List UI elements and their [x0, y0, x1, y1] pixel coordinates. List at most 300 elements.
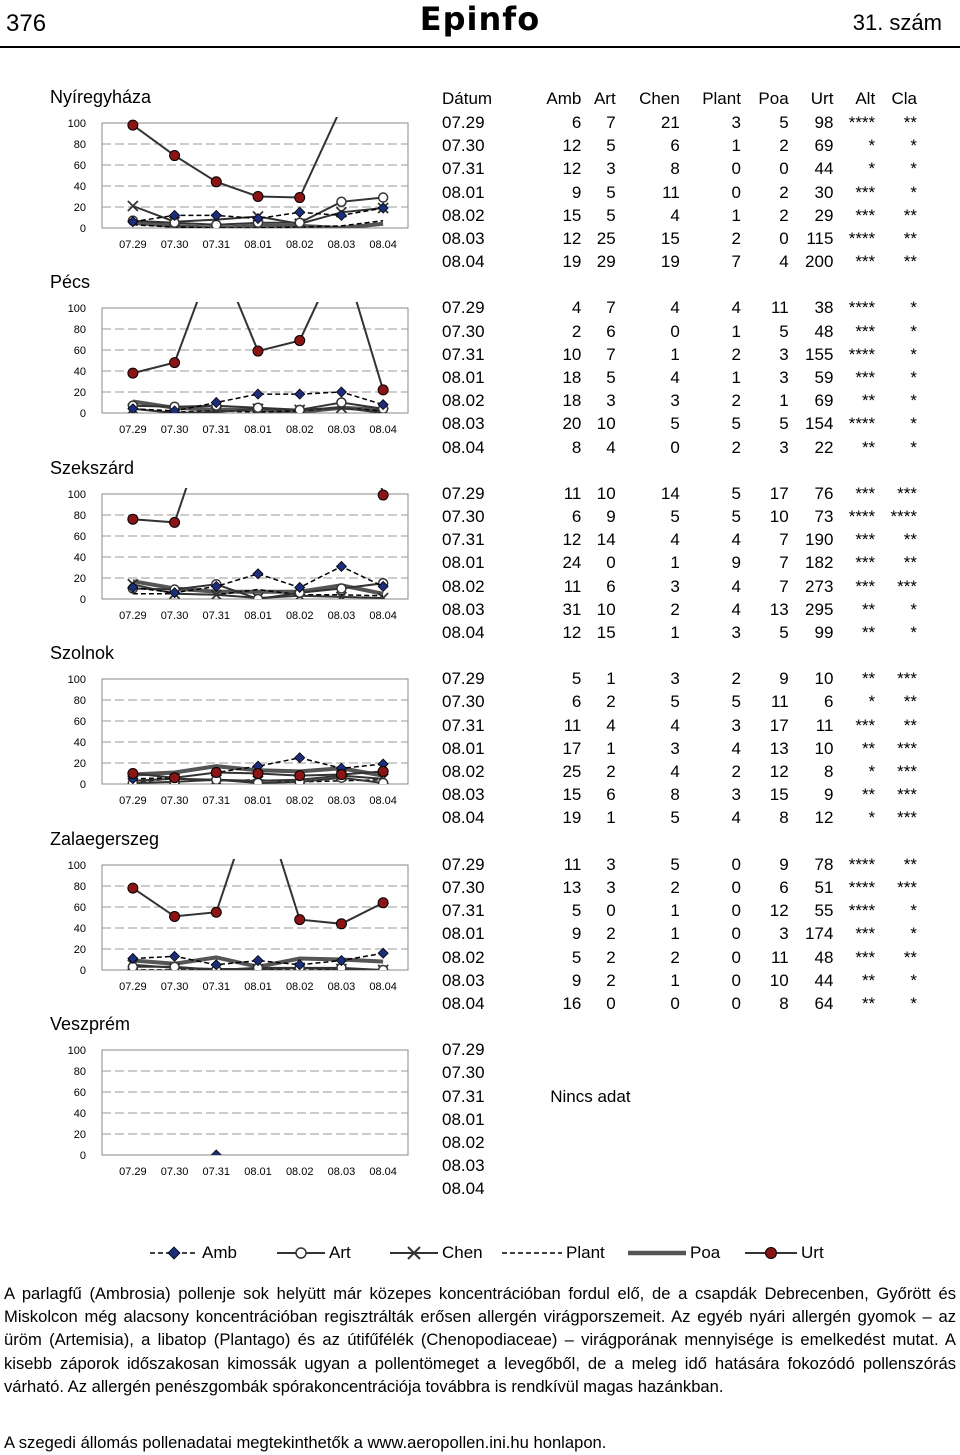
spacer-cell — [433, 273, 917, 296]
legend-art — [277, 1243, 351, 1263]
table-cell: 1 — [606, 669, 616, 689]
y-tick-label: 40 — [73, 1108, 86, 1120]
table-row — [433, 1177, 917, 1200]
table-cell: *** — [897, 785, 917, 805]
table-cell: 15 — [562, 205, 582, 225]
table-cell: 4 — [670, 298, 680, 318]
table-cell: 76 — [814, 483, 834, 503]
table-cell: 1 — [779, 391, 789, 411]
x-tick-label: 07.29 — [119, 795, 147, 808]
table-cell: 08.01 — [442, 738, 485, 758]
table-row — [433, 714, 917, 737]
table-row — [433, 204, 917, 227]
table-cell: ** — [861, 599, 876, 619]
table-cell: 2 — [731, 344, 741, 364]
table-cell: 07.29 — [442, 298, 485, 318]
table-row — [433, 1131, 917, 1154]
table-cell — [526, 1177, 917, 1200]
table-cell: 08.03 — [442, 785, 485, 805]
city-chart-block — [0, 87, 420, 272]
table-cell: 2 — [670, 947, 680, 967]
table-cell: 0 — [670, 993, 680, 1013]
table-cell: 7 — [606, 344, 616, 364]
table-cell: 1 — [670, 970, 680, 990]
table-cell: 73 — [814, 507, 834, 527]
table-cell: 15 — [660, 229, 680, 249]
table-cell: 07.31 — [442, 344, 485, 364]
table-cell: 7 — [779, 553, 789, 573]
table-cell: 51 — [814, 877, 834, 897]
table-row — [433, 969, 917, 992]
table-cell: 17 — [769, 483, 789, 503]
y-tick-label: 60 — [73, 1087, 86, 1099]
table-cell: 7 — [606, 298, 616, 318]
table-cell: 08.02 — [442, 391, 485, 411]
table-cell: * — [910, 414, 917, 434]
table-cell: 12 — [814, 808, 834, 828]
table-cell: 11 — [771, 947, 789, 967]
table-cell: 3 — [670, 669, 680, 689]
table-cell: 22 — [814, 437, 834, 457]
x-tick-label: 08.01 — [244, 980, 272, 993]
x-tick-label: 08.03 — [327, 980, 356, 993]
table-body — [433, 111, 917, 1201]
table-cell: 4 — [571, 298, 582, 318]
table-cell: 07.30 — [442, 1063, 485, 1083]
table-cell: 08.04 — [442, 623, 485, 643]
table-cell: * — [910, 136, 917, 156]
table-cell: 38 — [814, 298, 834, 318]
col-header: Alt — [855, 89, 876, 109]
legend-amb — [150, 1243, 237, 1263]
line-chart — [0, 1042, 420, 1197]
y-tick-label: 100 — [67, 118, 86, 130]
urt-point — [378, 767, 388, 777]
x-tick-label: 08.01 — [244, 239, 272, 251]
table-cell: 7 — [779, 576, 789, 596]
table-cell: 08.04 — [442, 437, 485, 457]
table-cell: 5 — [779, 623, 789, 643]
table-row — [433, 412, 917, 435]
table-cell: 08.01 — [442, 553, 485, 573]
table-cell: 11 — [662, 182, 680, 202]
table-cell: *** — [897, 877, 917, 897]
table-cell: 0 — [731, 877, 741, 897]
table-row — [433, 760, 917, 783]
table-cell: 08.02 — [442, 947, 485, 967]
table-cell: 1 — [606, 738, 616, 758]
table-cell: * — [910, 437, 917, 457]
table-cell: 10 — [769, 507, 789, 527]
table-cell: * — [868, 159, 876, 179]
table-row — [433, 1061, 917, 1084]
table-cell: 07.31 — [442, 530, 485, 550]
table-cell: 6 — [606, 321, 616, 341]
table-cell: ** — [861, 437, 876, 457]
urt-point — [295, 771, 305, 781]
table-cell: 98 — [814, 113, 834, 132]
y-tick-label: 0 — [79, 593, 86, 606]
table-row — [433, 667, 917, 690]
table-cell: 17 — [769, 715, 789, 735]
table-cell: 1 — [731, 368, 741, 388]
table-cell: *** — [897, 576, 917, 596]
x-tick-label: 07.30 — [160, 980, 189, 993]
table-cell: **** — [848, 113, 876, 132]
table-cell: 200 — [805, 252, 834, 272]
x-tick-label: 08.02 — [285, 424, 314, 437]
table-cell: * — [910, 599, 917, 619]
table-cell: 11 — [815, 715, 834, 735]
urt-point — [336, 918, 346, 928]
table-cell: 5 — [606, 136, 616, 156]
table-cell: *** — [855, 576, 876, 596]
table-cell: 1 — [731, 136, 741, 156]
table-cell: 295 — [805, 599, 834, 619]
x-tick-label: 08.03 — [327, 1166, 356, 1178]
table-cell: 2 — [606, 947, 616, 967]
table-cell: *** — [855, 252, 876, 272]
table-cell: *** — [855, 483, 876, 503]
urt-point — [378, 490, 388, 500]
urt-point — [378, 897, 388, 907]
table-cell: 08.04 — [442, 993, 485, 1013]
poa-line-icon — [628, 1246, 686, 1260]
table-cell: 2 — [731, 229, 741, 249]
table-row — [433, 343, 917, 366]
y-tick-label: 100 — [67, 488, 86, 501]
table-cell: 5 — [779, 113, 789, 132]
table-cell: 25 — [562, 762, 582, 782]
table-cell: 7 — [779, 530, 789, 550]
plant-line-icon — [502, 1246, 562, 1260]
art-point — [170, 962, 179, 971]
table-cell: 9 — [823, 785, 834, 805]
urt-point — [170, 358, 180, 368]
table-cell: 19 — [660, 252, 680, 272]
table-cell: ** — [861, 970, 876, 990]
table-row — [433, 250, 917, 273]
x-tick-label: 07.29 — [119, 424, 147, 437]
table-cell: 5 — [571, 669, 582, 689]
table-cell: 4 — [779, 252, 789, 272]
line-chart — [0, 115, 420, 270]
table-row — [433, 992, 917, 1015]
urt-point — [211, 177, 221, 187]
table-cell: 5 — [731, 692, 741, 712]
y-tick-label: 20 — [73, 387, 86, 400]
art-point — [379, 965, 388, 974]
issue-number: 31. szám — [852, 10, 942, 35]
table-cell: 1 — [670, 623, 680, 643]
x-tick-label: 08.04 — [369, 424, 397, 437]
table-row — [433, 366, 917, 389]
epinfo-logo: Epinfo — [419, 0, 541, 38]
table-cell: *** — [897, 808, 917, 828]
y-tick-label: 80 — [73, 324, 86, 337]
table-cell: 21 — [660, 113, 680, 132]
table-row — [433, 157, 917, 180]
spacer-cell — [433, 1015, 917, 1038]
table-cell: 3 — [670, 738, 680, 758]
y-tick-label: 100 — [67, 1045, 86, 1057]
table-cell: 2 — [779, 205, 789, 225]
table-row — [433, 181, 917, 204]
y-tick-label: 20 — [73, 1129, 86, 1141]
table-cell: ** — [861, 669, 876, 689]
no-data-label: Nincs adat — [550, 1086, 631, 1106]
table-cell: 2 — [606, 970, 616, 990]
table-cell: ** — [903, 553, 917, 573]
table-cell: 2 — [779, 182, 789, 202]
table-cell: 155 — [805, 344, 834, 364]
x-tick-label: 07.30 — [160, 609, 189, 622]
city-name: Pécs — [50, 272, 91, 293]
table-cell: 14 — [660, 483, 680, 503]
table-row — [433, 1038, 917, 1061]
table-row — [433, 1108, 917, 1131]
table-cell: 12 — [769, 762, 789, 782]
table-cell: 5 — [670, 507, 680, 527]
table-cell: 2 — [571, 321, 582, 341]
table-cell: 4 — [670, 715, 680, 735]
table-cell: * — [910, 321, 917, 341]
table-cell: 08.04 — [442, 808, 485, 828]
table-cell: 07.31 — [442, 159, 485, 179]
table-row — [433, 227, 917, 250]
table-cell: 174 — [805, 924, 834, 944]
table-cell: 0 — [731, 947, 741, 967]
table-cell: 190 — [805, 530, 834, 550]
table-cell: 3 — [670, 576, 680, 596]
table-cell: * — [910, 159, 917, 179]
table-cell: 0 — [731, 970, 741, 990]
table-cell: 11 — [563, 854, 582, 874]
art-point — [295, 406, 304, 415]
legend-urt — [745, 1243, 824, 1263]
table-cell: ** — [861, 738, 876, 758]
table-cell: 15 — [769, 785, 789, 805]
x-tick-label: 08.01 — [244, 609, 272, 622]
table-cell: 6 — [571, 507, 582, 527]
city-name: Veszprém — [50, 1014, 131, 1034]
table-cell: *** — [855, 947, 876, 967]
table-cell: 07.31 — [442, 715, 485, 735]
city-chart-block — [0, 458, 420, 643]
col-header: Cla — [891, 89, 917, 109]
table-cell: **** — [848, 344, 876, 364]
art-marker-icon — [277, 1246, 325, 1260]
table-cell: 1 — [731, 321, 741, 341]
spacer-cell — [433, 830, 917, 853]
art-point — [337, 197, 346, 206]
x-tick-label: 07.31 — [202, 795, 231, 808]
table-cell: 5 — [606, 205, 616, 225]
urt-point — [170, 151, 180, 161]
table-cell: 17 — [562, 738, 582, 758]
table-cell: 7 — [606, 113, 616, 132]
y-tick-label: 100 — [67, 303, 86, 316]
table-cell: 08.01 — [442, 1109, 485, 1129]
table-cell: 18 — [562, 391, 582, 411]
urt-point — [253, 769, 263, 779]
table-cell: 15 — [596, 623, 616, 643]
table-header-row — [433, 87, 917, 111]
table-cell: * — [868, 762, 876, 782]
x-tick-label: 08.02 — [285, 980, 314, 993]
col-header: Art — [593, 89, 616, 109]
table-cell: 1 — [670, 553, 680, 573]
x-tick-label: 08.03 — [327, 424, 356, 437]
art-point — [295, 218, 304, 227]
table-cell: * — [868, 136, 876, 156]
table-cell: 3 — [731, 785, 741, 805]
table-cell: 9 — [571, 182, 582, 202]
table-cell: 4 — [606, 437, 616, 457]
table-cell: 15 — [562, 785, 582, 805]
table-cell: 12 — [562, 159, 582, 179]
col-header: Amb — [546, 89, 582, 109]
y-tick-label: 60 — [73, 345, 86, 358]
table-cell: 1 — [670, 344, 680, 364]
table-cell: 4 — [731, 530, 741, 550]
table-cell: 59 — [814, 368, 834, 388]
table-row — [433, 783, 917, 806]
table-cell: * — [910, 924, 917, 944]
table-cell: * — [910, 391, 917, 411]
table-cell: 0 — [731, 182, 741, 202]
table-cell: 0 — [731, 924, 741, 944]
x-tick-label: 08.01 — [244, 1166, 272, 1178]
city-chart-block — [0, 1014, 420, 1199]
x-tick-label: 07.29 — [119, 980, 147, 993]
col-header: Chen — [639, 89, 680, 109]
line-chart — [0, 857, 420, 1012]
table-row — [433, 111, 917, 134]
table-cell: 9 — [571, 970, 582, 990]
plot-frame — [102, 308, 408, 413]
table-cell: 11 — [771, 298, 789, 318]
table-cell: 07.30 — [442, 877, 485, 897]
table-cell: 12 — [562, 136, 582, 156]
table-cell: 08.03 — [442, 970, 485, 990]
table-cell: ** — [861, 785, 876, 805]
spacer-cell — [433, 644, 917, 667]
table-cell: 07.29 — [442, 669, 485, 689]
table-cell: ** — [861, 993, 876, 1013]
table-row — [433, 621, 917, 644]
table-cell: 07.29 — [442, 854, 485, 874]
table-cell: 2 — [731, 762, 741, 782]
table-cell: 10 — [814, 738, 834, 758]
table-cell: 5 — [606, 182, 616, 202]
x-tick-label: 08.01 — [244, 795, 272, 808]
table-cell: 3 — [606, 391, 616, 411]
table-row — [433, 551, 917, 574]
table-cell: 44 — [814, 970, 834, 990]
urt-point — [128, 120, 138, 130]
y-tick-label: 80 — [73, 880, 86, 893]
table-cell: 08.02 — [442, 205, 485, 225]
table-cell: 5 — [571, 901, 582, 921]
y-tick-label: 0 — [79, 964, 86, 977]
table-cell: 12 — [562, 623, 582, 643]
y-tick-label: 0 — [79, 408, 86, 421]
table-cell: 6 — [571, 692, 582, 712]
table-cell: 5 — [731, 483, 741, 503]
table-cell: 10 — [596, 483, 616, 503]
table-cell: 5 — [571, 947, 582, 967]
urt-point — [170, 517, 180, 527]
table-cell: 16 — [562, 993, 582, 1013]
legend-label: Amb — [202, 1243, 237, 1262]
y-tick-label: 40 — [73, 737, 86, 750]
y-tick-label: 40 — [73, 551, 86, 564]
table-cell: 08.04 — [442, 252, 485, 272]
table-cell: 9 — [731, 553, 741, 573]
x-tick-label: 07.30 — [160, 1166, 189, 1178]
table-cell: 44 — [814, 159, 834, 179]
table-row — [433, 598, 917, 621]
table-cell: 08.01 — [442, 182, 485, 202]
table-cell: 1 — [670, 924, 680, 944]
pollen-table — [433, 87, 917, 1201]
table-cell: **** — [848, 414, 876, 434]
city-chart-block — [0, 643, 420, 828]
table-cell: 08.01 — [442, 368, 485, 388]
x-tick-label: 08.03 — [327, 609, 356, 622]
table-cell: 07.29 — [442, 1040, 485, 1060]
table-cell: 115 — [806, 229, 834, 249]
urt-point — [170, 773, 180, 783]
table-row — [433, 806, 917, 829]
y-tick-label: 20 — [73, 202, 86, 214]
line-chart — [0, 671, 420, 826]
table-cell: 3 — [779, 924, 789, 944]
x-tick-label: 08.04 — [369, 239, 397, 251]
table-cell: 0 — [731, 159, 741, 179]
y-tick-label: 0 — [79, 1150, 86, 1162]
table-cell: 4 — [731, 576, 741, 596]
table-cell: 0 — [779, 229, 789, 249]
table-cell: 4 — [731, 298, 741, 318]
art-point — [254, 779, 263, 788]
art-point — [254, 404, 263, 413]
table-row — [433, 505, 917, 528]
table-cell: 3 — [779, 437, 789, 457]
table-cell: 31 — [562, 599, 582, 619]
table-cell: *** — [855, 924, 876, 944]
table-cell: 69 — [814, 391, 834, 411]
col-header: Dátum — [442, 89, 493, 109]
table-cell: 30 — [814, 182, 834, 202]
urt-point — [295, 336, 305, 346]
table-cell: 08.03 — [442, 599, 485, 619]
table-row — [433, 876, 917, 899]
x-tick-label: 08.02 — [285, 609, 314, 622]
table-cell: 2 — [731, 437, 741, 457]
table-cell: 07.31 — [442, 901, 485, 921]
table-cell: ** — [903, 113, 917, 132]
table-cell: 08.02 — [442, 576, 485, 596]
table-row — [433, 737, 917, 760]
x-tick-label: 07.31 — [202, 609, 231, 622]
art-point — [254, 594, 263, 603]
table-row — [433, 528, 917, 551]
table-cell: 08.02 — [442, 1132, 485, 1152]
y-tick-label: 80 — [73, 1066, 86, 1078]
page-number: 376 — [6, 10, 47, 37]
